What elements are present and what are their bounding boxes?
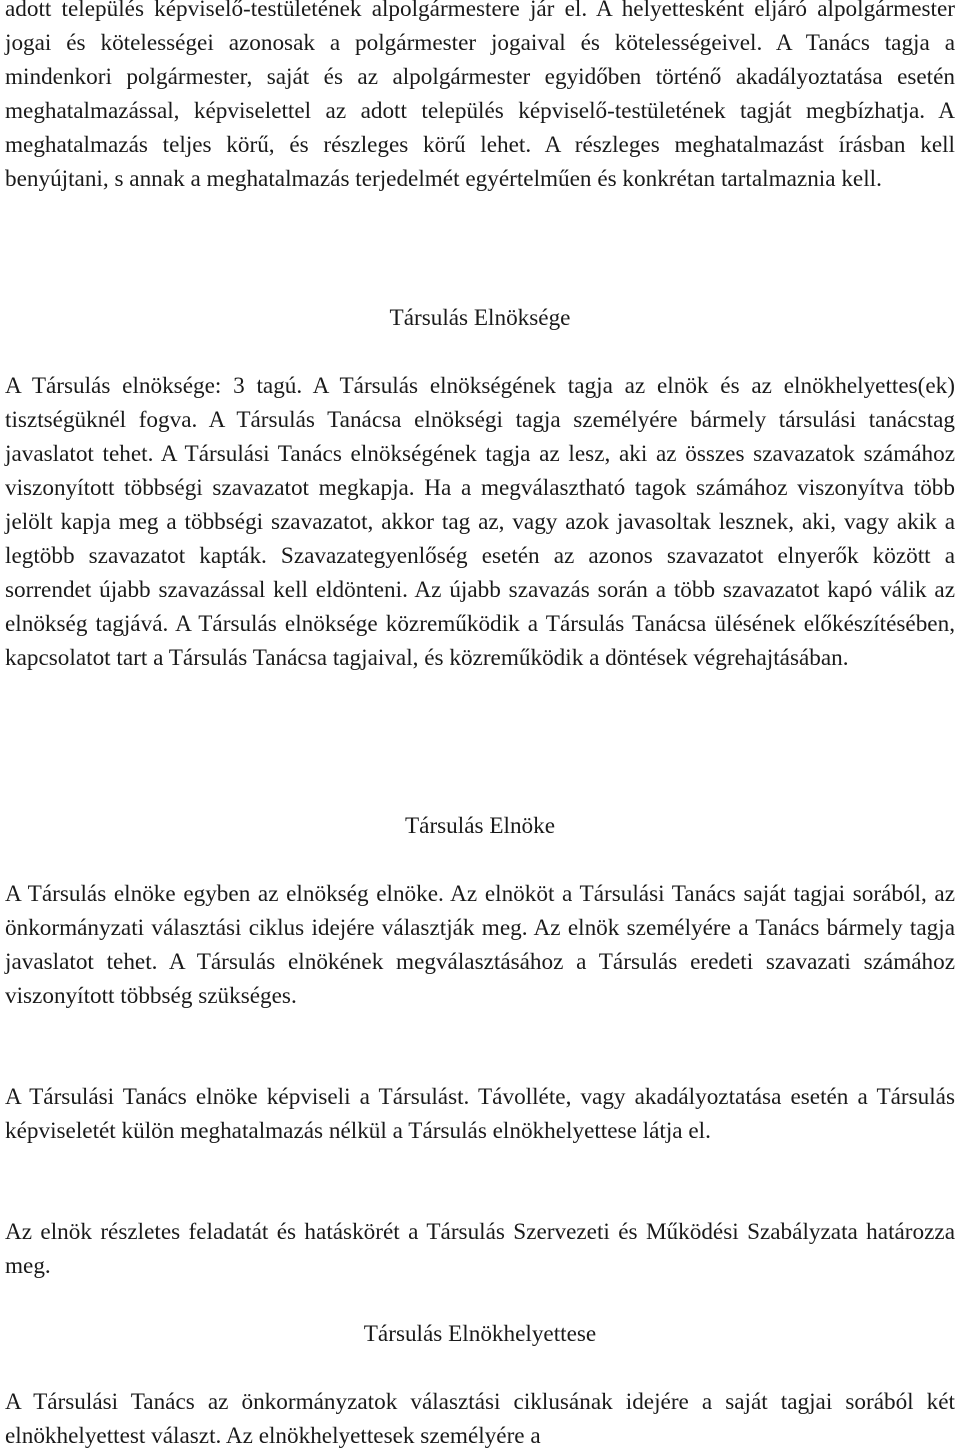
paragraph-deputy-mayor: adott település képviselő-testületének alpolgármestere jár el. A helyettesként eljáró alpolgármester jogai és kötelességei azonosak a polgármester jogaival és kötelességeivel. A Tanács tagja a mindenkori polgármester, saját és az alpolgármester egyidőben történő akadályoztatása esetén meghatalmazással, képviselettel az adott település képviselő-testületének tagját megbízhatja. A meghatalmazás teljes körű, és részleges körű lehet. A részleges meghatalmazást írásban kell benyújtani, s annak a meghatalmazás terjedelmét egyértelműen és konkrétan tartalmaznia kell. bbox=[5, 0, 955, 192]
heading-presidency: Társulás Elnöksége bbox=[389, 305, 571, 331]
paragraph-presidency: A Társulás elnöksége: 3 tagú. A Társulás elnökségének tagja az elnök és az elnökhelyettes(ek) tisztségüknél fogva. A Társulás Tanácsa elnökségi tagja személyére bármely társulási tanácstag javaslatot tehet. A Társulási Tanács elnökségének tagja az lesz, aki az összes szavazatok számához viszonyított többségi szavazatot megkapja. Ha a megválasztható tagok számához viszonyítva több jelölt kapja meg a többségi szavazatot, akkor tag az, vagy azok javasoltak lesznek, aki, vagy akik a legtöbb szavazatot kapták. Szavazategyenlőség esetén az azonos szavazatot elnyerők között a sorrendet újabb szavazással kell eldönteni. Az újabb szavazás során a több szavazatot kapó válik az elnökség tagjává. A Társulás elnöksége közreműködik a Társulás Tanácsa ülésének előkészítésében, kapcsolatot tart a Társulás Tanácsa tagjaival, és közreműködik a döntések végrehajtásában. bbox=[5, 373, 955, 671]
paragraph-president-duties: Az elnök részletes feladatát és hatáskörét a Társulás Szervezeti és Működési Szabályzata határozza meg. bbox=[5, 1219, 955, 1279]
paragraph-vice-president: A Társulási Tanács az önkormányzatok választási ciklusának idejére a saját tagjai sorából két elnökhelyettest választ. Az elnökhelyettesek személyére a bbox=[5, 1389, 955, 1449]
paragraph-president-election: A Társulás elnöke egyben az elnökség elnöke. Az elnököt a Társulási Tanács saját tagjai sorából, az önkormányzati választási ciklus idejére választják meg. Az elnök személyére a Tanács bármely tagja javaslatot tehet. A Társulás elnökének megválasztásához a Társulás eredeti szavazati számához viszonyított többség szükséges. bbox=[5, 881, 955, 1009]
heading-vice-president: Társulás Elnökhelyettese bbox=[363, 1321, 597, 1347]
heading-president: Társulás Elnöke bbox=[404, 813, 556, 839]
paragraph-president-representation: A Társulási Tanács elnöke képviseli a Társulást. Távolléte, vagy akadályoztatása esetén a Társulás képviseletét külön meghatalmazás nélkül a Társulás elnökhelyettese látja el. bbox=[5, 1084, 955, 1144]
